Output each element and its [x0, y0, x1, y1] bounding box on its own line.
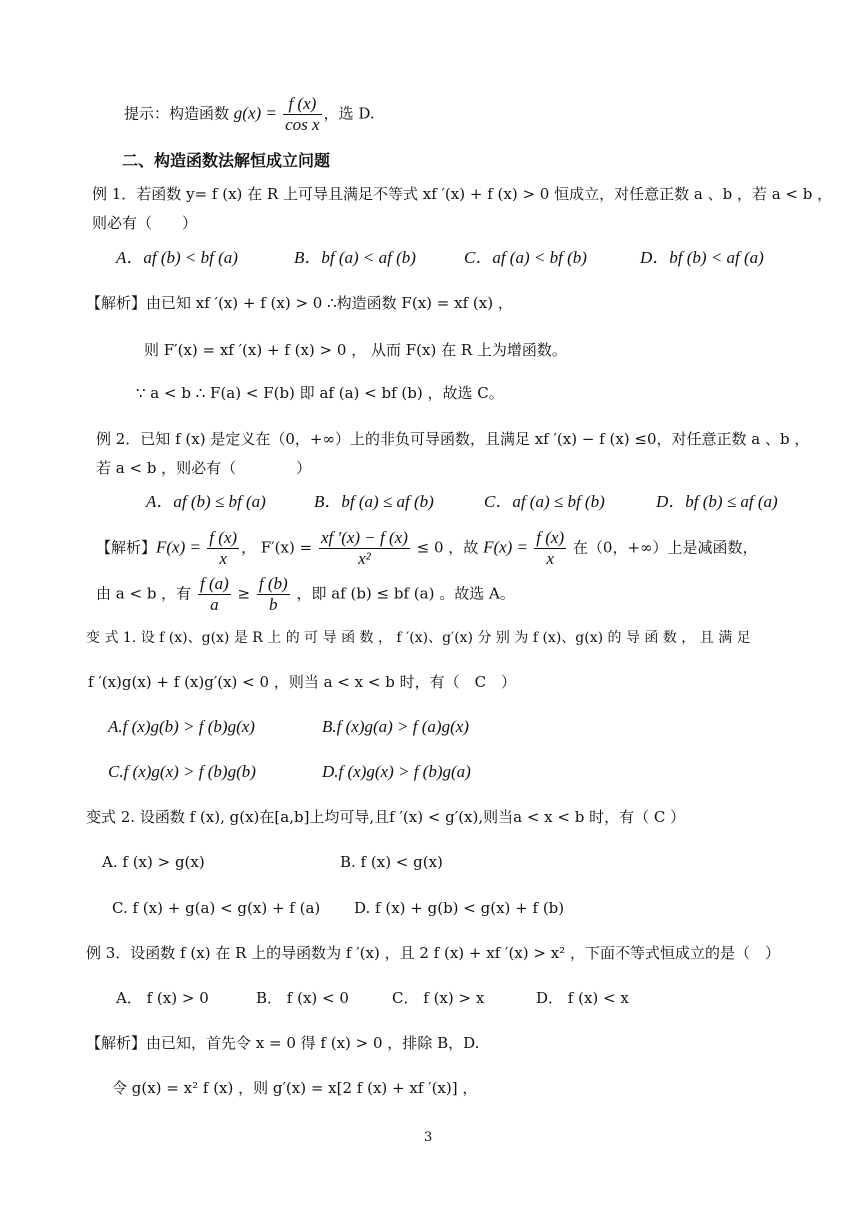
variant1-option-d: D.f (x)g(x) > f (b)g(a)	[322, 762, 471, 781]
decreasing-note: 在（0，+∞）上是减函数，	[568, 538, 758, 557]
hint-prefix: 提示：构造函数	[124, 104, 234, 123]
example1-option-b: B．bf (a) < af (b)	[294, 248, 416, 267]
F-numerator: f (x)	[209, 528, 238, 547]
variant2-option-b: B. f (x) < g(x)	[340, 853, 443, 871]
given-a-lt-b: 由 a < b ，有	[96, 584, 196, 603]
fb-numerator: f (b)	[258, 574, 288, 593]
F-prime-result: ≤ 0 ，故	[411, 538, 484, 557]
example1-option-a: A．af (b) < bf (a)	[116, 248, 238, 267]
hint-fraction	[283, 94, 321, 135]
example2-solution-line1	[96, 528, 758, 569]
solution-tag: 【解析】	[96, 538, 157, 557]
example3-option-d: D． f (x) < x	[536, 989, 629, 1007]
hint-denominator: cos x	[285, 115, 320, 134]
variant1-option-c: C.f (x)g(x) > f (b)g(b)	[108, 762, 256, 781]
F2-fraction	[534, 528, 566, 569]
variant1-line1: 变 式 1. 设 f (x)、g(x) 是 R 上 的 可 导 函 数 ， f ′(x)、g′(x) 分 别 为 f (x)、g(x) 的 导 函 数 ， 且 满 足	[86, 630, 751, 646]
F-prime-denominator: x²	[358, 549, 371, 568]
F-def2-lhs: F(x) =	[483, 537, 533, 557]
example2-option-a: A．af (b) ≤ bf (a)	[146, 492, 266, 511]
variant1-line2: f ′(x)g(x) + f (x)g′(x) < 0 ，则当 a < x < b 时，有（ C ）	[88, 673, 517, 691]
variant1-option-a: A.f (x)g(b) > f (b)g(x)	[108, 717, 255, 736]
variant2-line1: 变式 2. 设函数 f (x), g(x)在[a,b]上均可导,且f ′(x) < g′(x),则当a < x < b 时，有（ C ）	[86, 808, 686, 826]
example3-solution-line1: 【解析】由已知，首先令 x = 0 得 f (x) > 0 ，排除 B，D.	[86, 1034, 480, 1052]
hint-lhs: g(x) =	[233, 103, 282, 123]
section-title: 二、构造函数法解恒成立问题	[122, 151, 331, 170]
fa-denominator: a	[210, 595, 219, 614]
hint-suffix: ，选 D.	[323, 104, 375, 123]
fa-numerator: f (a)	[199, 574, 229, 593]
hint-numerator: f (x)	[283, 94, 321, 115]
example3-option-a: A． f (x) > 0	[116, 989, 209, 1007]
page-number: 3	[424, 1130, 433, 1145]
example2-line2: 若 a < b ，则必有（ ）	[96, 459, 312, 477]
F2-denominator: x	[546, 549, 554, 568]
variant2-option-d: D. f (x) + g(b) < g(x) + f (b)	[354, 899, 565, 917]
F-prime-fraction	[319, 528, 410, 569]
example3-option-b: B． f (x) < 0	[256, 989, 349, 1007]
example3-option-c: C． f (x) > x	[392, 989, 485, 1007]
F-prime-numerator: xf ′(x) − f (x)	[320, 528, 408, 547]
example1-line2: 则必有（ ）	[92, 214, 198, 232]
example2-option-d: D．bf (b) ≤ af (a)	[656, 492, 778, 511]
example1-option-c: C．af (a) < bf (b)	[464, 248, 587, 267]
F-fraction	[207, 528, 239, 569]
hint-line	[124, 94, 375, 135]
example2-option-c: C．af (a) ≤ bf (b)	[484, 492, 605, 511]
example2-solution-line2	[96, 574, 515, 615]
example3-solution-line2: 令 g(x) = x² f (x) ，则 g′(x) = x[2 f (x) + xf ′(x)] ，	[112, 1079, 478, 1097]
fa-fraction	[198, 574, 231, 615]
ge-sign: ≥	[232, 584, 255, 603]
example1-solution-line3: ∵ a < b ∴ F(a) < F(b) 即 af (a) < bf (b) ，故选 C。	[136, 384, 504, 402]
example1-solution-line2: 则 F′(x) = xf ′(x) + f (x) > 0 ， 从而 F(x) 在 R 上为增函数。	[144, 341, 567, 359]
F2-numerator: f (x)	[536, 528, 565, 547]
example1-solution-line1: 【解析】由已知 xf ′(x) + f (x) > 0 ∴构造函数 F(x) = xf (x) ，	[86, 294, 513, 312]
fb-fraction	[257, 574, 290, 615]
example2-line1: 例 2．已知 f (x) 是定义在（0，+∞）上的非负可导函数，且满足 xf ′(x) − f (x) ≤0，对任意正数 a 、b ，	[96, 430, 810, 448]
variant2-option-c: C. f (x) + g(a) < g(x) + f (a)	[112, 899, 321, 917]
example1-option-d: D．bf (b) < af (a)	[640, 248, 764, 267]
fb-denominator: b	[269, 595, 278, 614]
conclusion-a: ，即 af (b) ≤ bf (a) 。故选 A。	[291, 584, 515, 603]
example3-line1: 例 3．设函数 f (x) 在 R 上的导函数为 f ′(x) ，且 2 f (x) + xf ′(x) > x² ，下面不等式恒成立的是（ ）	[86, 944, 780, 962]
F-prime-lhs: ， F′(x) =	[241, 538, 317, 557]
example2-option-b: B．bf (a) ≤ af (b)	[314, 492, 434, 511]
F-def-lhs: F(x) =	[156, 537, 206, 557]
F-denominator: x	[219, 549, 227, 568]
variant2-option-a: A. f (x) > g(x)	[102, 853, 205, 871]
variant1-option-b: B.f (x)g(a) > f (a)g(x)	[322, 717, 469, 736]
example1-line1: 例 1．若函数 y= f (x) 在 R 上可导且满足不等式 xf ′(x) + f (x) > 0 恒成立，对任意正数 a 、b ，若 a < b ，	[92, 185, 833, 203]
